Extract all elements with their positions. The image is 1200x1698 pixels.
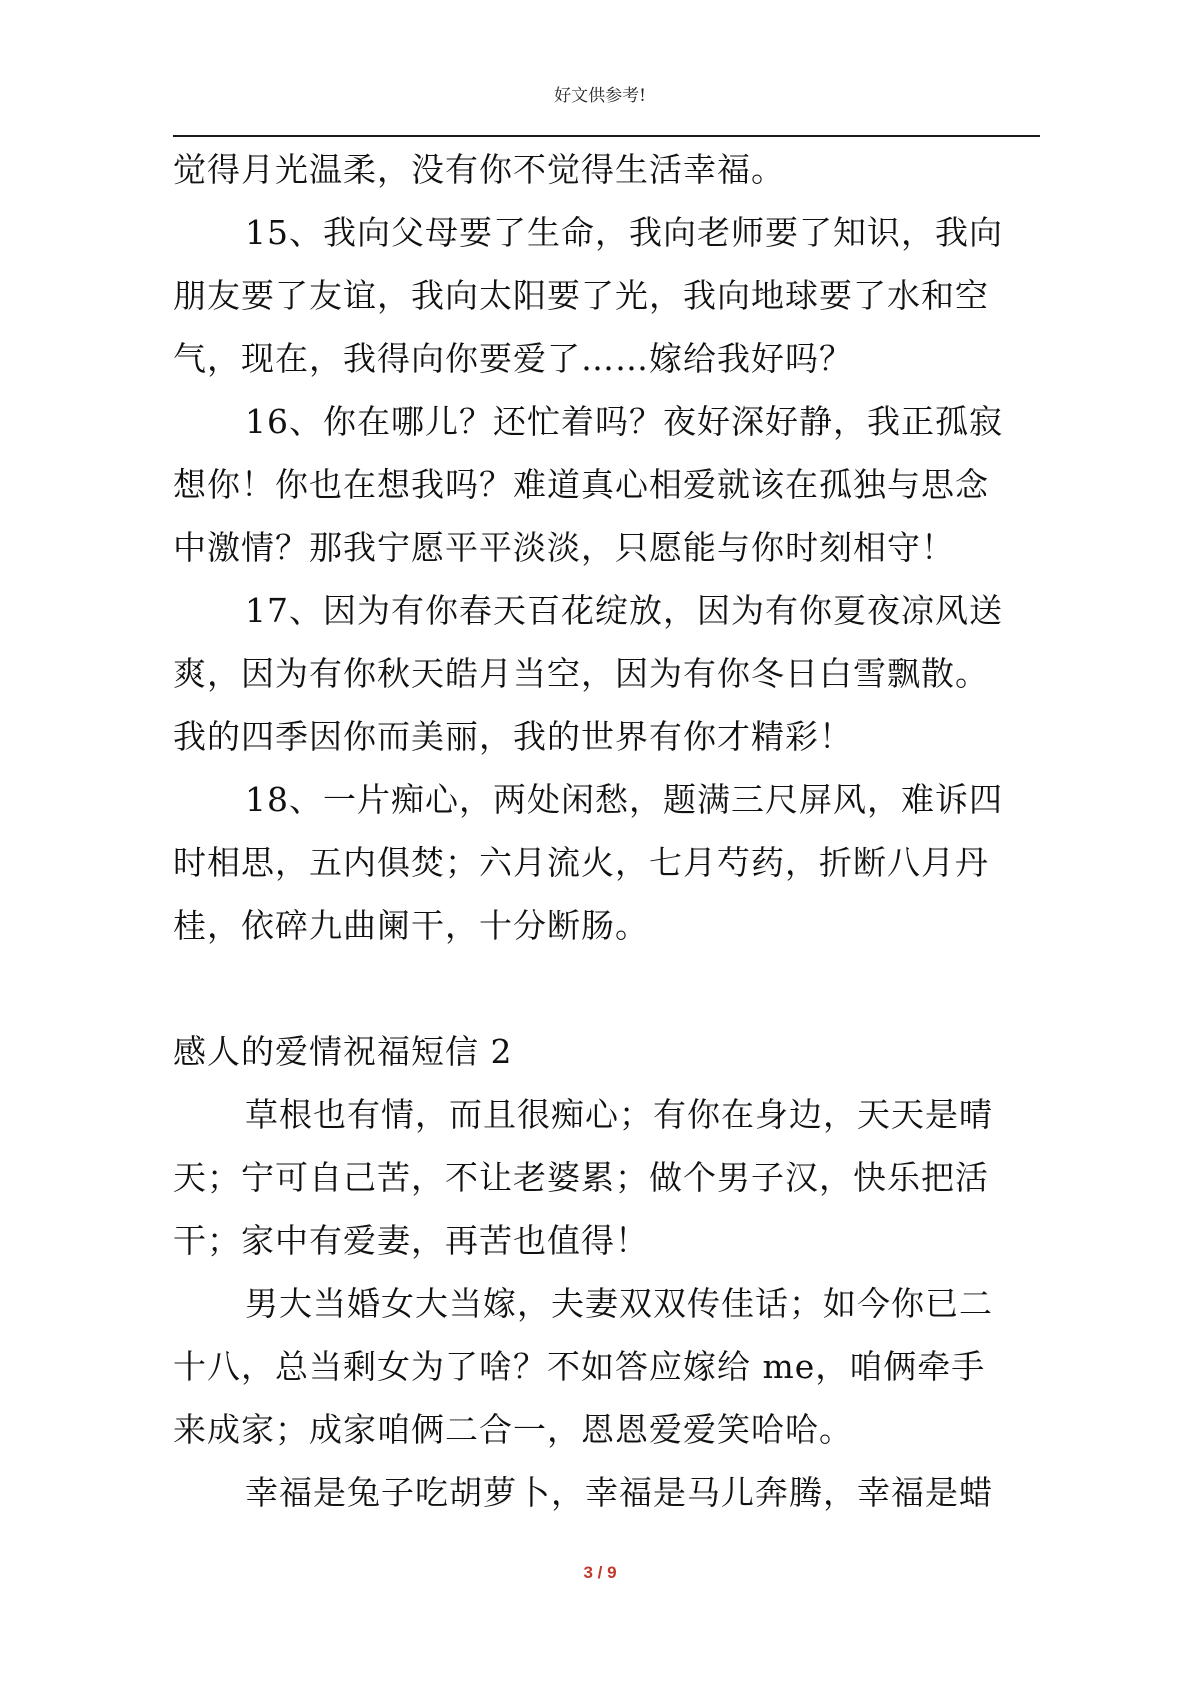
- body-line: 桂，依碎九曲阑干，十分断肠。: [173, 906, 649, 945]
- body-line: 来成家；成家咱俩二合一，恩恩爱爱笑哈哈。: [173, 1410, 853, 1449]
- document-body: [173, 138, 1053, 1524]
- body-line: 气，现在，我得向你要爱了……嫁给我好吗？: [173, 339, 853, 378]
- body-line: 天；宁可自己苦，不让老婆累；做个男子汉，快乐把活: [173, 1158, 989, 1197]
- paragraph-16-line-1: 16、你在哪儿？还忙着吗？夜好深好静，我正孤寂: [245, 402, 1003, 441]
- body-line: 中激情？那我宁愿平平淡淡，只愿能与你时刻相守！: [173, 528, 955, 567]
- body-line: 我的四季因你而美丽，我的世界有你才精彩！: [173, 717, 853, 756]
- section-gap: [173, 957, 1053, 1020]
- body-line: 觉得月光温柔，没有你不觉得生活幸福。: [173, 150, 785, 189]
- body-line: 时相思，五内俱焚；六月流火，七月芍药，折断八月丹: [173, 843, 989, 882]
- paragraph-18-line-1: 18、一片痴心，两处闲愁，题满三尺屏风，难诉四: [245, 780, 1003, 819]
- body-line: 十八，总当剩女为了啥？不如答应嫁给 me，咱俩牵手: [173, 1347, 986, 1386]
- paragraph-line: 草根也有情，而且很痴心；有你在身边，天天是晴: [245, 1095, 993, 1134]
- body-line: 爽，因为有你秋天皓月当空，因为有你冬日白雪飘散。: [173, 654, 989, 693]
- paragraph-line: 男大当婚女大当嫁，夫妻双双传佳话；如今你已二: [245, 1284, 993, 1323]
- section-heading: 感人的爱情祝福短信 2: [173, 1032, 513, 1071]
- body-line: 干；家中有爱妻，再苦也值得！: [173, 1221, 649, 1260]
- body-line: 朋友要了友谊，我向太阳要了光，我向地球要了水和空: [173, 276, 989, 315]
- page-number: 3 / 9: [583, 1563, 617, 1582]
- paragraph-line: 幸福是兔子吃胡萝卜，幸福是马儿奔腾，幸福是蜡: [245, 1473, 993, 1512]
- body-line: 想你！你也在想我吗？难道真心相爱就该在孤独与思念: [173, 465, 989, 504]
- page-header: 好文供参考!: [554, 86, 646, 106]
- paragraph-15-line-1: 15、我向父母要了生命，我向老师要了知识，我向: [245, 213, 1003, 252]
- header-divider: [173, 135, 1040, 137]
- paragraph-17-line-1: 17、因为有你春天百花绽放，因为有你夏夜凉风送: [245, 591, 1003, 630]
